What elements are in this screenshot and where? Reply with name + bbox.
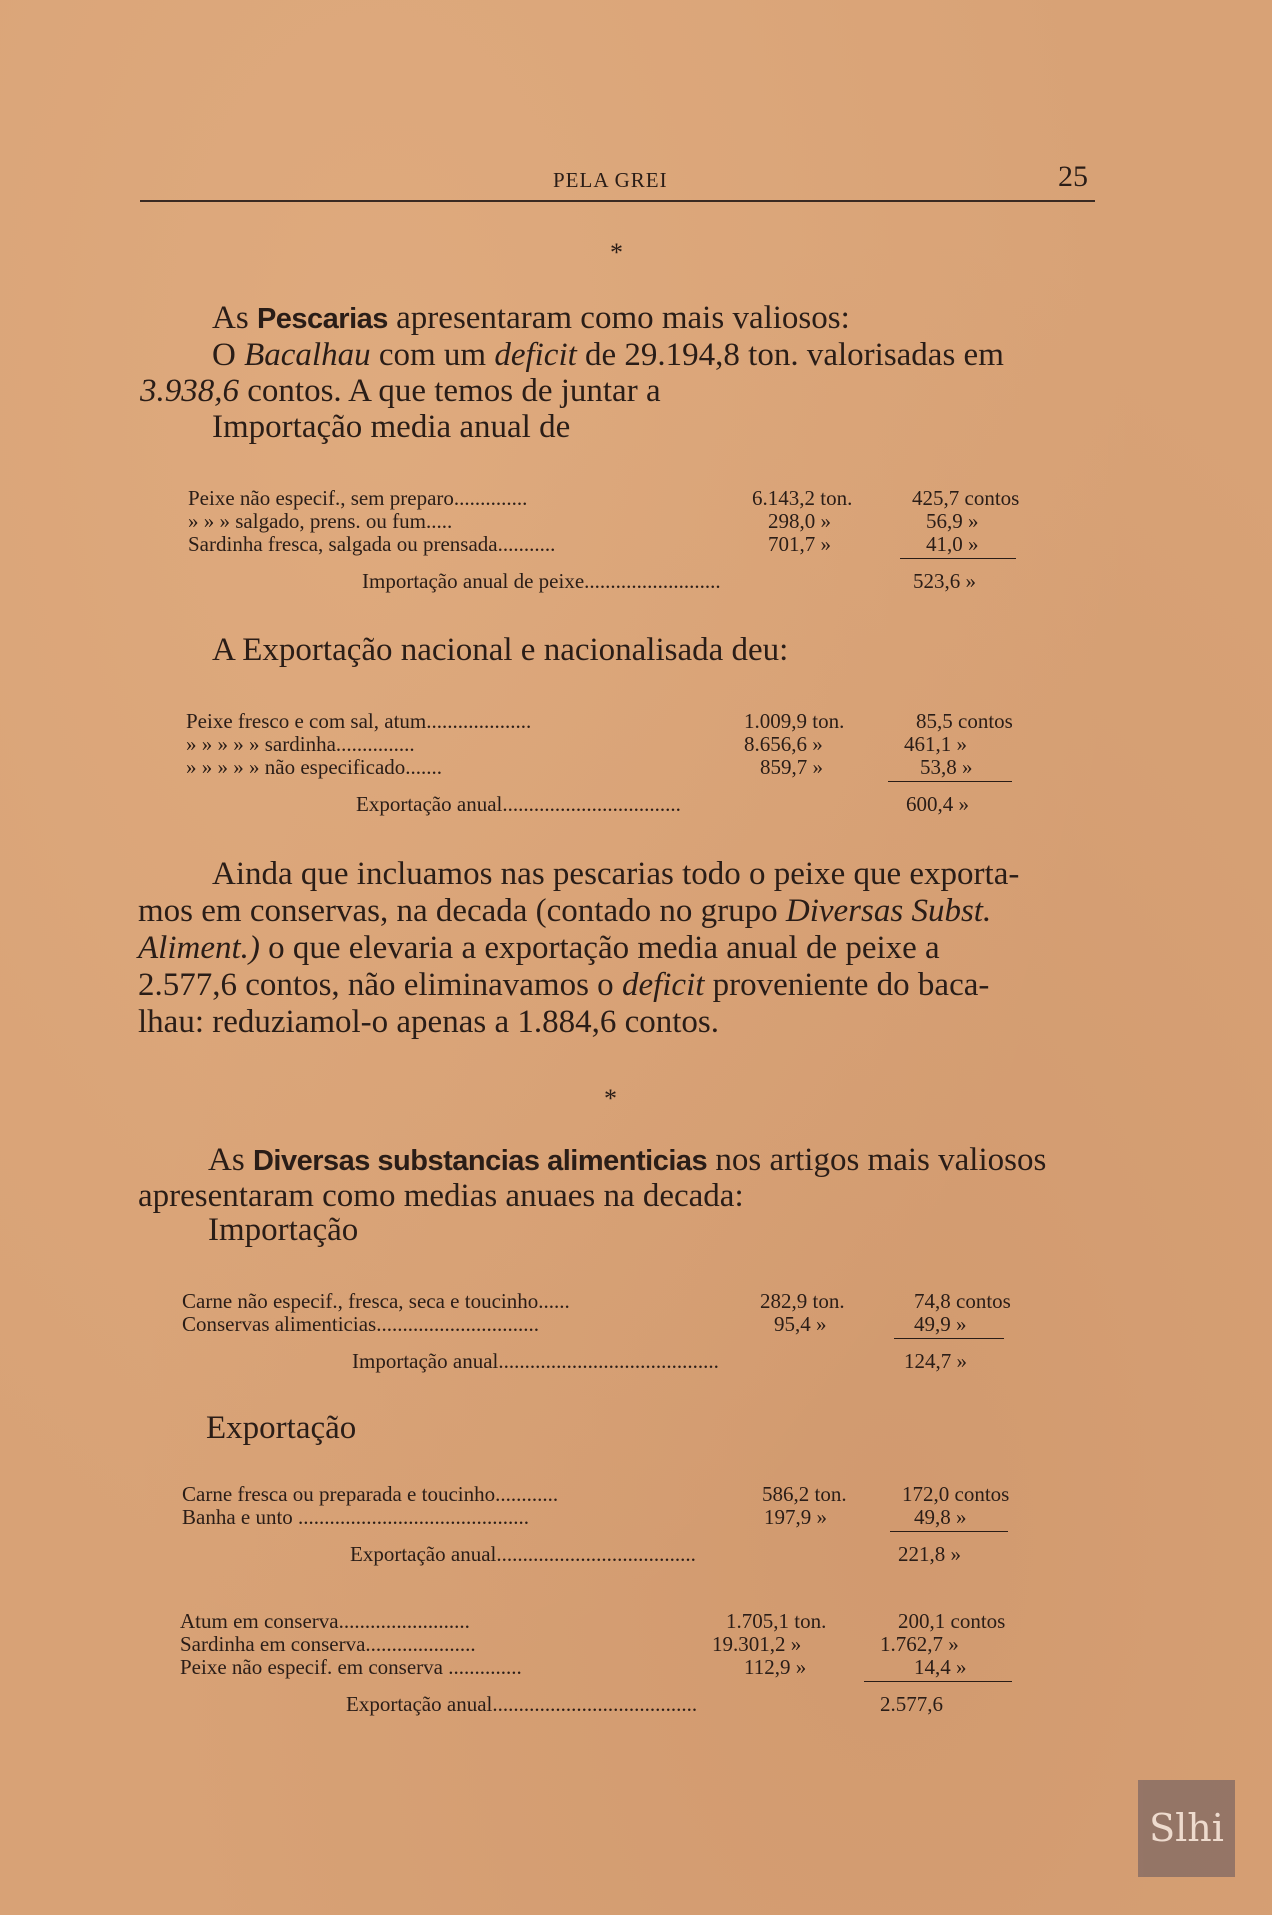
table-row-desc: Banha e unto ............................................ bbox=[182, 1505, 530, 1529]
table-row-ton: 859,7 » bbox=[760, 755, 823, 779]
table-row-ton: 701,7 » bbox=[768, 532, 831, 556]
table-total-label: Importação anual de peixe.......................... bbox=[362, 569, 721, 593]
table-row-contos: 1.762,7 » bbox=[880, 1632, 959, 1656]
table-row-ton: 95,4 » bbox=[774, 1312, 827, 1336]
table-total-contos: 2.577,6 bbox=[880, 1692, 943, 1716]
pescarias-intro-line-1: As Pescarias apresentaram como mais valiosos: bbox=[212, 300, 850, 336]
closing-line-1: Ainda que incluamos nas pescarias todo o peixe que exporta- bbox=[212, 856, 1020, 892]
table-total-label: Exportação anual.................................. bbox=[356, 792, 681, 816]
table-row-contos: 49,8 » bbox=[890, 1506, 1008, 1532]
table-row-contos: 172,0 contos bbox=[902, 1482, 1010, 1506]
table-row-desc: » » » » » sardinha............... bbox=[186, 732, 415, 756]
table-row-contos: 200,1 contos bbox=[898, 1609, 1006, 1633]
table-row-desc: » » » salgado, prens. ou fum..... bbox=[188, 509, 453, 533]
table-row-desc: Peixe fresco e com sal, atum.................... bbox=[186, 709, 532, 733]
table-total-label: Exportação anual....................................... bbox=[346, 1692, 698, 1716]
table-row-ton: 1.009,9 ton. bbox=[744, 709, 845, 733]
section-separator: * bbox=[604, 1084, 617, 1113]
table-row-desc: Peixe não especif., sem preparo.............. bbox=[188, 486, 528, 510]
table-row-contos: 85,5 contos bbox=[916, 709, 1013, 733]
table-row-contos: 49,9 » bbox=[894, 1313, 1004, 1339]
page-number: 25 bbox=[1058, 160, 1088, 193]
pescarias-intro-line-4: Importação media anual de bbox=[212, 409, 571, 445]
table-row-desc: » » » » » não especificado....... bbox=[186, 755, 443, 779]
table-row-ton: 8.656,6 » bbox=[744, 732, 823, 756]
closing-line-2: mos em conservas, na decada (contado no grupo Diversas Subst. bbox=[138, 893, 992, 929]
table-row-desc: Atum em conserva......................... bbox=[180, 1609, 470, 1633]
table-row-contos: 56,9 » bbox=[926, 509, 979, 533]
table-row-ton: 6.143,2 ton. bbox=[752, 486, 853, 510]
table-row-ton: 112,9 » bbox=[744, 1655, 807, 1679]
exportacao-heading: Exportação bbox=[206, 1410, 357, 1446]
header-rule bbox=[140, 200, 1095, 202]
table-row-ton: 1.705,1 ton. bbox=[726, 1609, 827, 1633]
diversas-intro-line-1: As Diversas substancias alimenticias nos artigos mais valiosos bbox=[208, 1142, 1047, 1178]
closing-line-5: lhau: reduziamol-o apenas a 1.884,6 contos. bbox=[138, 1004, 719, 1040]
pescarias-intro-line-2: O Bacalhau com um deficit de 29.194,8 ton. valorisadas em bbox=[212, 337, 1004, 373]
pescarias-intro-line-3: 3.938,6 contos. A que temos de juntar a bbox=[140, 373, 661, 409]
table-row-contos: 461,1 » bbox=[904, 732, 967, 756]
table-total-contos: 523,6 » bbox=[913, 569, 976, 593]
table-total-contos: 124,7 » bbox=[904, 1349, 967, 1373]
table-total-label: Exportação anual...................................... bbox=[350, 1542, 696, 1566]
table-row-contos: 74,8 contos bbox=[914, 1289, 1011, 1313]
table-total-contos: 600,4 » bbox=[906, 792, 969, 816]
table-row-desc: Sardinha fresca, salgada ou prensada........... bbox=[188, 532, 556, 556]
library-watermark-logo: Slhi bbox=[1138, 1780, 1235, 1877]
closing-line-3: Aliment.) o que elevaria a exportação media anual de peixe a bbox=[138, 930, 940, 966]
export-intro: A Exportação nacional e nacionalisada deu: bbox=[212, 632, 789, 668]
table-row-ton: 197,9 » bbox=[764, 1505, 827, 1529]
table-row-contos: 14,4 » bbox=[864, 1656, 1012, 1682]
table-row-desc: Conservas alimenticias............................... bbox=[182, 1312, 539, 1336]
table-row-contos: 425,7 contos bbox=[912, 486, 1020, 510]
table-row-desc: Sardinha em conserva..................... bbox=[180, 1632, 476, 1656]
table-total-label: Importação anual.......................................... bbox=[352, 1349, 719, 1373]
table-row-desc: Carne fresca ou preparada e toucinho............ bbox=[182, 1482, 559, 1506]
closing-line-4: 2.577,6 contos, não eliminavamos o deficit proveniente do baca- bbox=[138, 967, 990, 1003]
table-row-ton: 282,9 ton. bbox=[760, 1289, 845, 1313]
section-separator: * bbox=[610, 238, 623, 267]
table-row-desc: Peixe não especif. em conserva .............. bbox=[180, 1655, 522, 1679]
table-row-ton: 586,2 ton. bbox=[762, 1482, 847, 1506]
running-head: PELA GREI bbox=[553, 168, 668, 192]
table-row-ton: 19.301,2 » bbox=[712, 1632, 802, 1656]
table-row-ton: 298,0 » bbox=[768, 509, 831, 533]
table-row-contos: 41,0 » bbox=[900, 533, 1016, 559]
table-total-contos: 221,8 » bbox=[898, 1542, 961, 1566]
importacao-heading: Importação bbox=[208, 1212, 359, 1248]
table-row-contos: 53,8 » bbox=[888, 756, 1012, 782]
diversas-intro-line-2: apresentaram como medias anuaes na decada: bbox=[138, 1178, 744, 1214]
table-row-desc: Carne não especif., fresca, seca e toucinho...... bbox=[182, 1289, 570, 1313]
